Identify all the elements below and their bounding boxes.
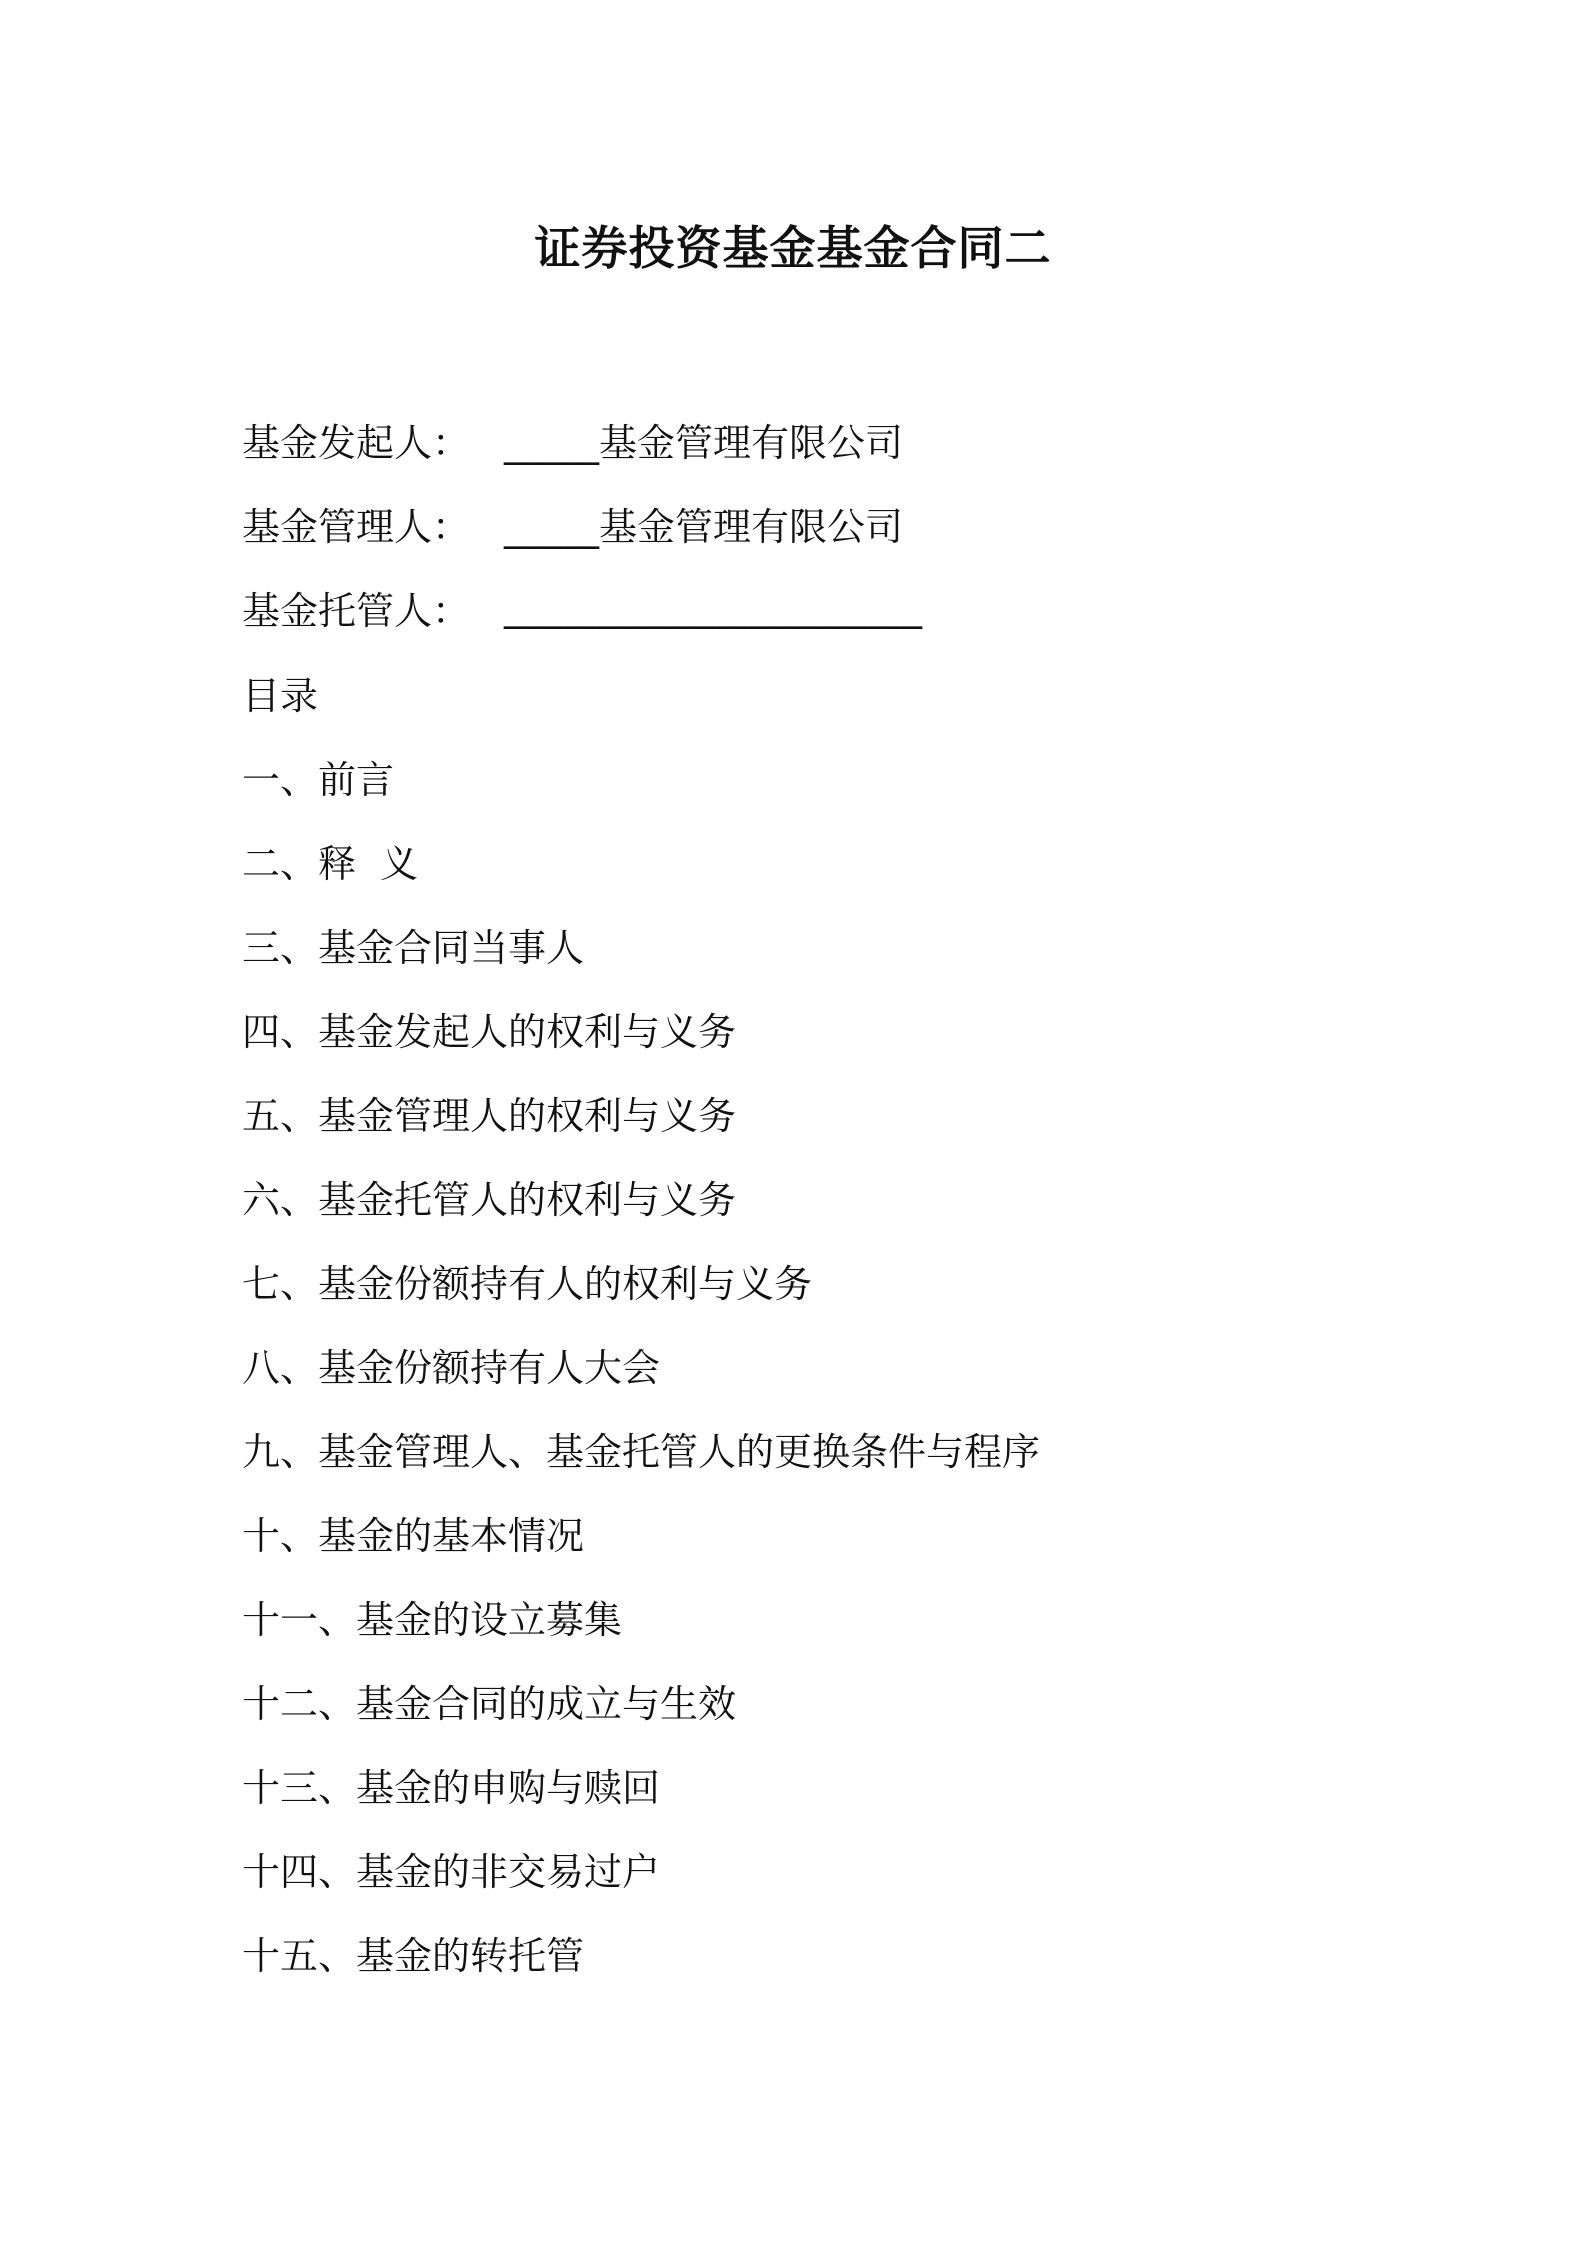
toc-item: 八、基金份额持有人大会 <box>242 1345 661 1390</box>
toc-list <box>242 734 1442 1994</box>
toc-item: 二、释 义 <box>242 841 419 886</box>
toc-item: 九、基金管理人、基金托管人的更换条件与程序 <box>242 1429 1041 1474</box>
table-of-contents <box>242 650 1442 1994</box>
party-row-custodian <box>242 565 1442 649</box>
party-role-label: 基金管理人： <box>242 504 471 549</box>
party-name-value: _____基金管理有限公司 <box>504 504 904 549</box>
toc-item: 五、基金管理人的权利与义务 <box>242 1093 737 1138</box>
toc-item: 七、基金份额持有人的权利与义务 <box>242 1261 813 1306</box>
toc-item: 十五、基金的转托管 <box>242 1933 585 1978</box>
document-title: 证券投资基金基金合同二 <box>534 221 1052 275</box>
toc-item: 十、基金的基本情况 <box>242 1513 585 1558</box>
party-name-value: _____基金管理有限公司 <box>504 420 904 465</box>
party-name-value: ______________________ <box>504 585 922 629</box>
toc-heading: 目录 <box>242 673 319 718</box>
toc-item: 十一、基金的设立募集 <box>242 1597 623 1642</box>
party-role-label: 基金托管人： <box>242 588 471 633</box>
toc-item: 四、基金发起人的权利与义务 <box>242 1009 737 1054</box>
party-row-sponsor <box>242 397 1442 481</box>
toc-item: 一、前言 <box>242 757 395 802</box>
toc-item: 三、基金合同当事人 <box>242 925 585 970</box>
contract-parties <box>242 397 1442 649</box>
toc-item: 十三、基金的申购与赎回 <box>242 1765 661 1810</box>
party-role-label: 基金发起人： <box>242 420 471 465</box>
toc-item: 十四、基金的非交易过户 <box>242 1849 661 1894</box>
toc-item: 六、基金托管人的权利与义务 <box>242 1177 737 1222</box>
party-row-manager <box>242 481 1442 565</box>
toc-item: 十二、基金合同的成立与生效 <box>242 1681 737 1726</box>
